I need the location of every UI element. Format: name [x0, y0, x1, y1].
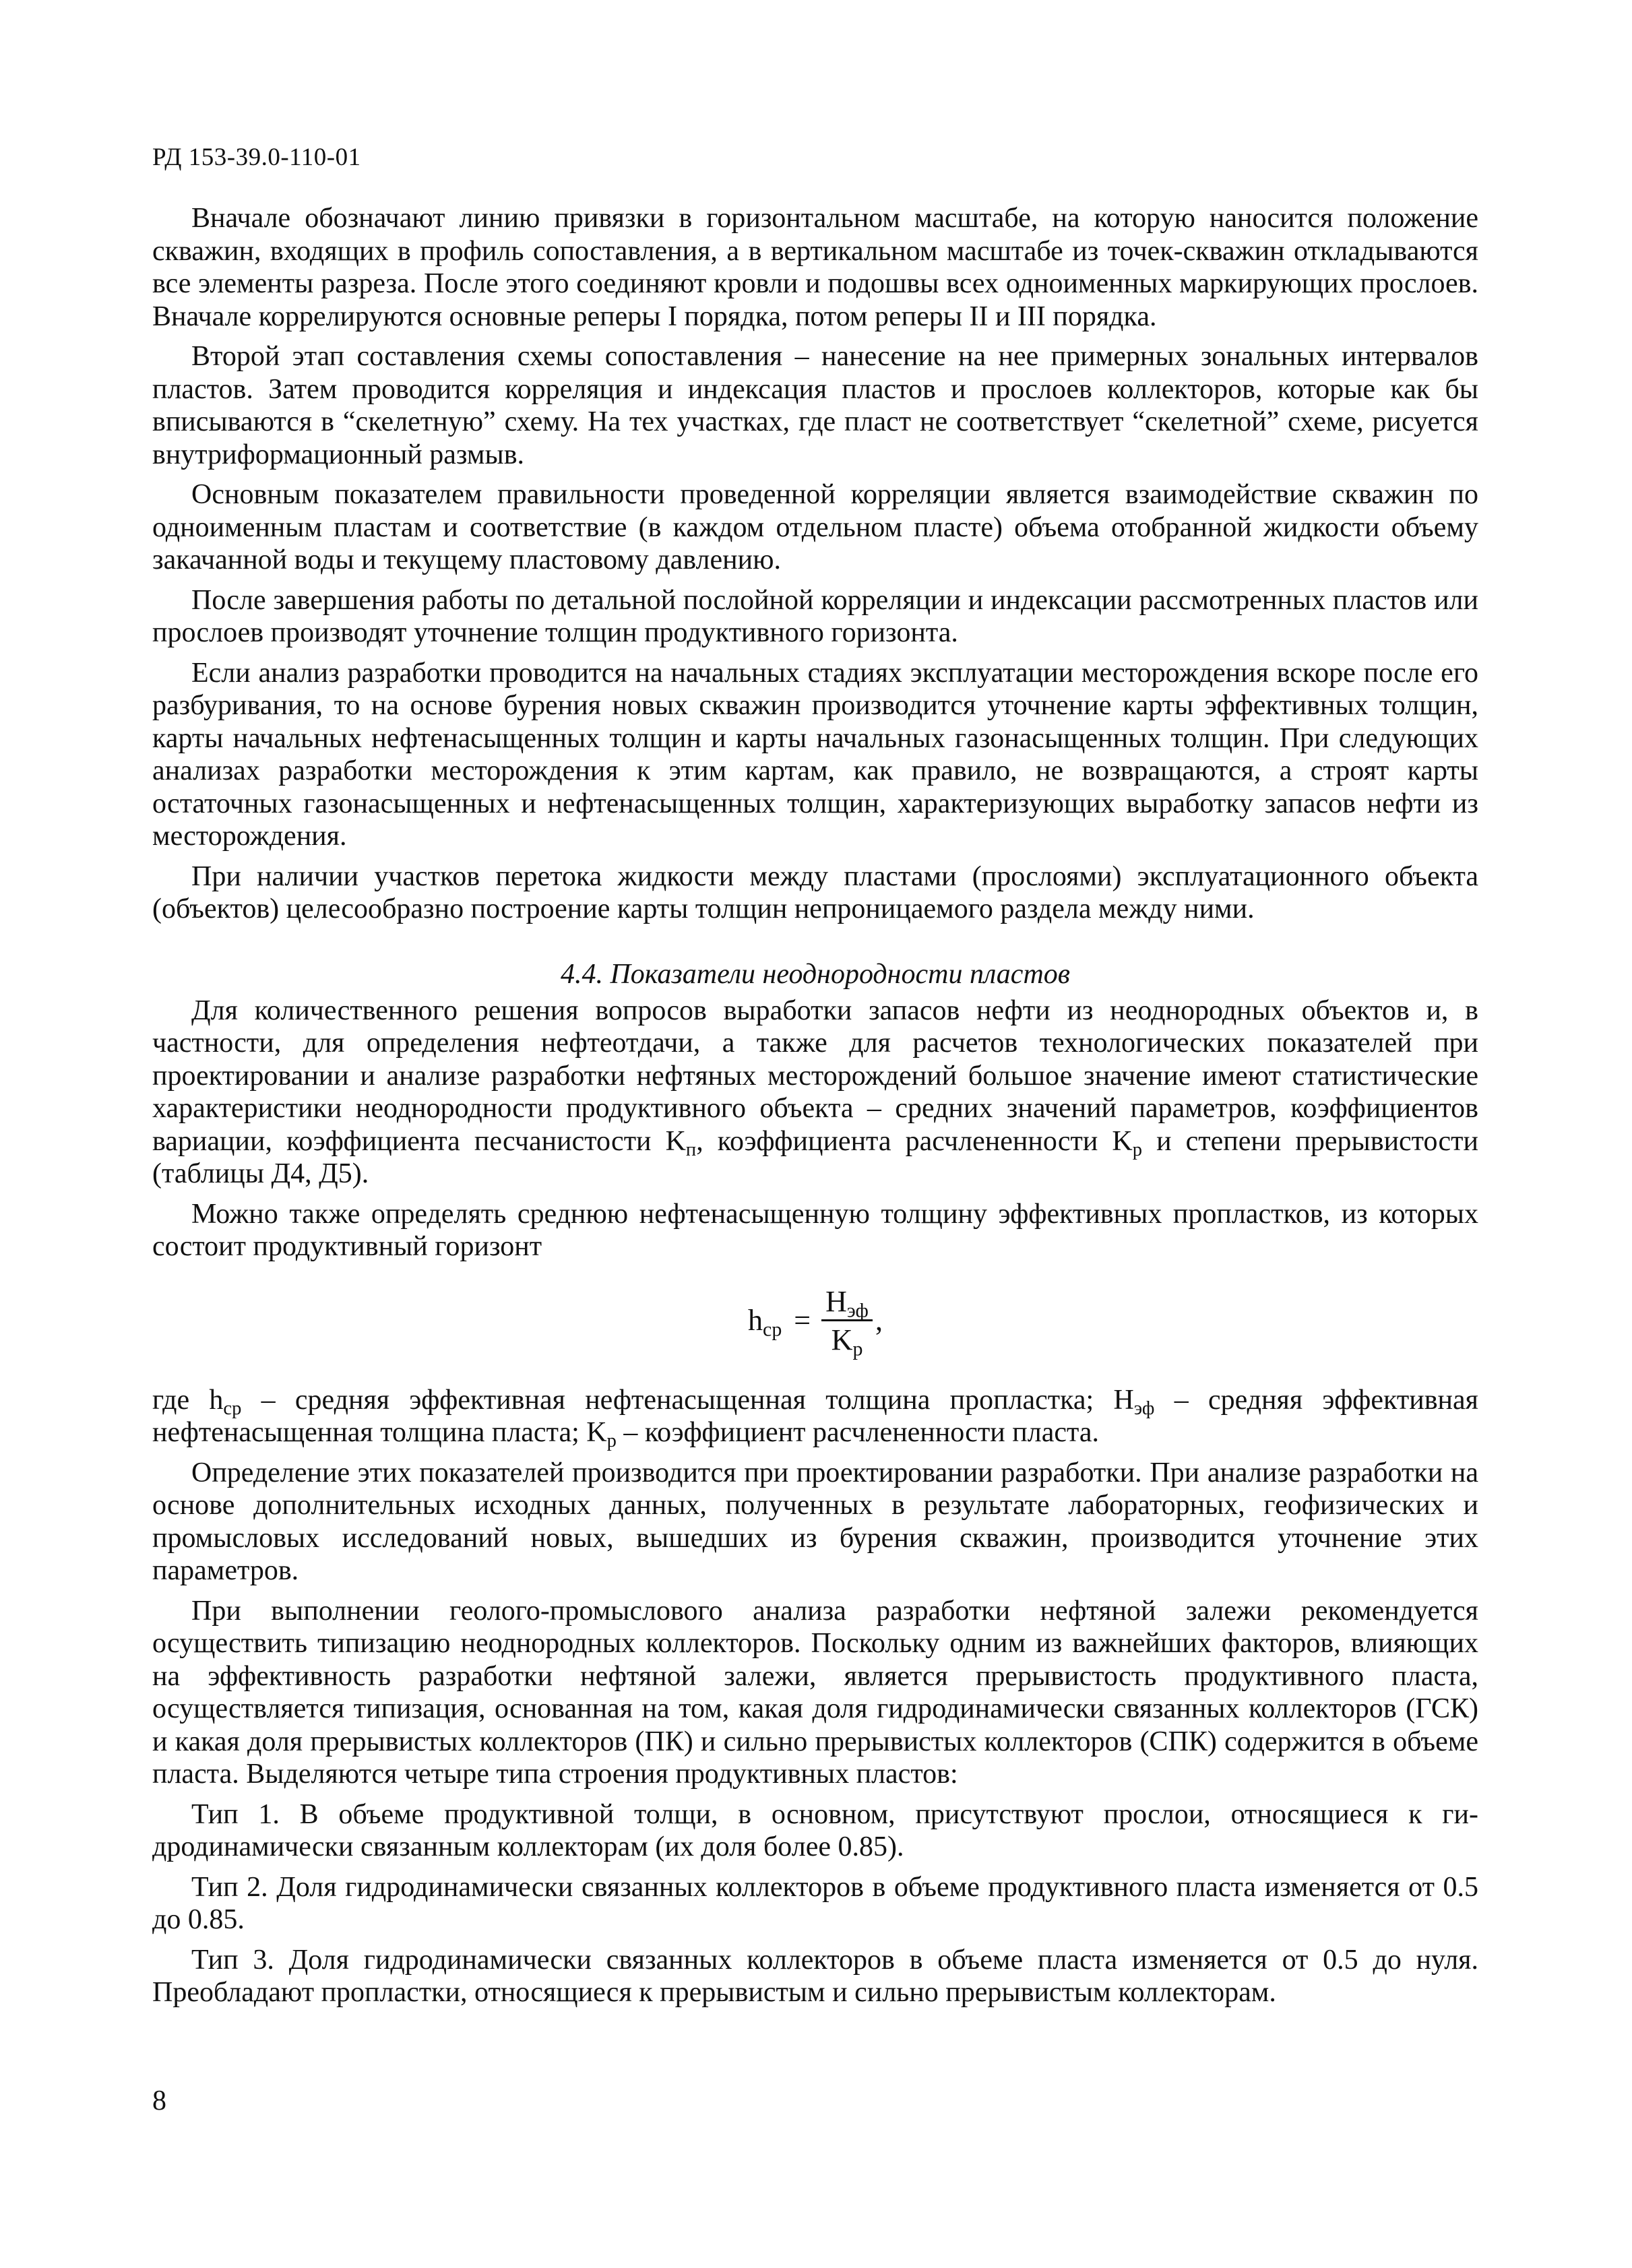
fraction-numerator	[821, 1286, 873, 1322]
subscript: ср	[223, 1397, 242, 1419]
paragraph: Тип 3. Доля гидродинамически связанных коллекторов в объеме пласта изменяется от 0.5 до нуля. Преобладают пропластки, относящиеся к прерывистым и сильно прерывистым коллекторам.	[152, 1944, 1478, 2008]
paragraph: При выполнении геолого-промыслового анализа разработки нефтяной залежи рекомендуется осуществить типизацию неоднородных коллекторов. Поскольку одним из важнейших факторов, влияющих на эффективность разработки нефтяной залежи, является прерывистость продуктивного пласта, осуществляется типизация, основанная на том, какая доля гидродинамически связанных коллекторов (ГСК) и какая доля прерывистых коллекторов (ПК) и сильно прерывистых коллекторов (СПК) содержится в объеме пласта. Выделяются четыре типа строения продуктивных пластов:	[152, 1595, 1478, 1790]
paragraph: Если анализ разработки проводится на начальных стадиях эксплуатации месторождения вскоре после его разбуривания, то на основе бурения новых скважин производится уточнение карты эффективных толщин, карты начальных нефтенасыщенных толщин и карты начальных газонасыщенных толщин. При следующих анализах разработки месторождения к этим картам, как правило, не возвращаются, а строят карты остаточных газонасыщенных и нефтенасыщенных толщин, характеризующих выработку запасов нефти из месторождения.	[152, 657, 1478, 852]
paragraph: Основным показателем правильности проведенной корреляции является взаимодействие скважин по одноименным пластам и соответствие (в каждом отдельном пласте) объема отобранной жидкости объему закачанной воды и текущему пластовому давлению.	[152, 479, 1478, 575]
fraction-denominator	[827, 1321, 867, 1360]
paragraph-formula-legend	[152, 1384, 1478, 1449]
section-heading: 4.4. Показатели неоднородности пластов	[560, 958, 1071, 990]
paragraph: Можно также определять среднюю нефтенасыщенную толщину эффективных пропластков, из которых состоит продуктивный горизонт	[152, 1198, 1478, 1262]
text-run: – средняя эффективная нефтенасыщенная толщина пропластка; H	[241, 1384, 1134, 1416]
paragraph: Второй этап составления схемы сопоставления – нанесение на нее примерных зональных интервалов пластов. Затем проводится корреляция и индексация пластов и прослоев коллекторов, которые как бы вписываются в “скелетную” схему. На тех участках, где пласт не соответствует “скелетной” схеме, рисуется внутриформационный размыв.	[152, 341, 1478, 470]
paragraph: После завершения работы по детальной послойной корреляции и индексации рассмотренных пластов или прослоев производят уточнение толщин продуктивного горизонта.	[152, 584, 1478, 648]
paragraph-heterogeneity-intro	[152, 995, 1478, 1191]
subscript: эф	[846, 1298, 869, 1321]
text-run: , коэффициента расчлененности K	[696, 1125, 1133, 1157]
paragraph: Тип 2. Доля гидродинамически связанных коллекторов в объеме продуктивного пласта изменяется от 0.5 до 0.85.	[152, 1871, 1478, 1935]
text-run: Для количественного решения вопросов выработки запасов нефти из неоднородных объектов и, в частности, для определения нефтеотдачи, а также для расчетов технологических показателей при проектировании и анализе разработки нефтяных месторождений большое значение имеют статистические характеристики неоднородности продуктивного объекта – средних значений параметров, коэффициентов вариации, коэффициента песчанистости K	[152, 995, 1478, 1157]
formula-mean-thickness	[152, 1271, 1478, 1372]
paragraph: При наличии участков перетока жидкости между пластами (прослоями) эксплуатационного объекта (объектов) целесообразно построение карты толщин непроницаемого раздела между ними.	[152, 860, 1478, 924]
subscript: п	[685, 1139, 697, 1160]
formula-equals: =	[794, 1304, 811, 1337]
formula-fraction	[821, 1284, 873, 1360]
document-code-header: РД 153-39.0-110-01	[152, 144, 361, 171]
paragraph: Тип 1. В объеме продуктивной толщи, в основном, присутствуют прослои, относящиеся к гидродинамически связанным коллекторам (их доля более 0.85).	[152, 1798, 1478, 1862]
text-run: и степени прерывистости (таблицы Д4, Д5).	[152, 1125, 1479, 1189]
formula-comma: ,	[875, 1304, 883, 1337]
paragraph: Определение этих показателей производится при проектировании разработки. При анализе разработки на основе дополнительных исходных данных, полученных в результате лабораторных, геофизических и промысловых исследований новых, вышедших из бурения скважин, производится уточнение этих параметров.	[152, 1457, 1478, 1586]
formula-symbol: K	[831, 1323, 853, 1356]
subscript: р	[1132, 1139, 1143, 1160]
subscript: эф	[1133, 1397, 1155, 1419]
formula-lhs	[748, 1304, 782, 1341]
paragraph: Вначале обозначают линию привязки в горизонтальном масштабе, на которую наносится положение скважин, входящих в профиль сопоставления, а в вертикальном масштабе из точек-скважин откладываются все элементы разреза. После этого соединяют кровли и подошвы всех одноименных маркирующих прослоев. Вначале коррелируются основные реперы I порядка, потом реперы II и III порядка.	[152, 203, 1478, 332]
text-run: где h	[152, 1384, 224, 1416]
text-run: – коэффициент расчлененности пласта.	[616, 1417, 1100, 1448]
page-number: 8	[152, 2085, 166, 2116]
subscript: р	[852, 1337, 863, 1360]
subscript: р	[606, 1430, 617, 1451]
subscript: ср	[763, 1318, 782, 1341]
body-text	[152, 202, 1478, 2017]
formula-symbol: h	[748, 1304, 763, 1337]
formula-symbol: H	[825, 1284, 847, 1318]
text-run: – средняя эффективная нефтенасыщенная толщина пласта; K	[152, 1384, 1478, 1448]
